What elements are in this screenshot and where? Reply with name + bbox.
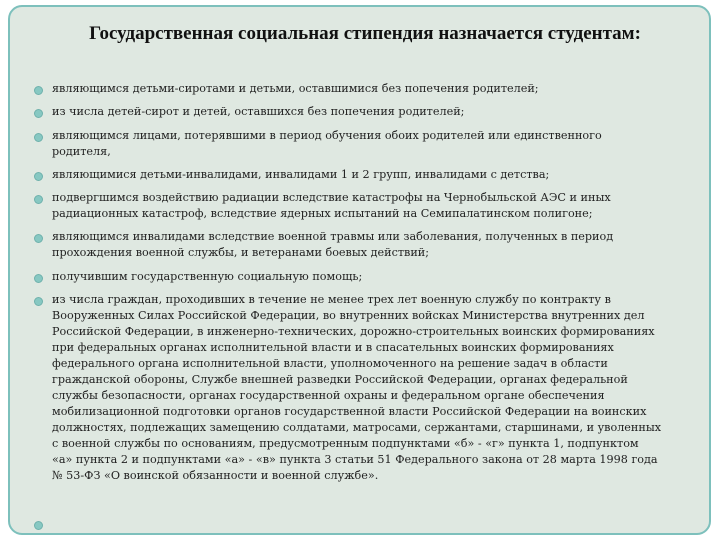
list-item-text: являющимся детьми-сиротами и детьми, оставшимися без попечения родителей; — [52, 82, 539, 95]
bullet-list — [10, 7, 709, 533]
slide — [8, 5, 711, 535]
list-item-text: являющимся инвалидами вследствие военной травмы или заболевания, полученных в период прохождения военной службы, и ветеранами боевых действий; — [52, 230, 614, 259]
bullet-icon — [34, 172, 43, 181]
slide-title: Государственная социальная стипендия назначается студентам: — [89, 23, 641, 44]
list-item-text: подвергшимся воздействию радиации вследствие катастрофы на Чернобыльской АЭС и иных радиационных катастроф, вследствие ядерных испытаний на Семипалатинском полигоне; — [52, 191, 611, 220]
bullet-icon — [34, 195, 43, 204]
bullet-icon — [34, 521, 43, 530]
bullet-icon — [34, 133, 43, 142]
list-item-text: являющимся лицами, потерявшими в период обучения обоих родителей или единственного родителя, — [52, 129, 602, 158]
list-item-text: получившим государственную социальную помощь; — [52, 270, 363, 283]
list-item-text: из числа детей-сирот и детей, оставшихся без попечения родителей; — [52, 105, 465, 118]
list-item — [52, 167, 662, 183]
list-item — [52, 104, 662, 120]
bullet-icon — [34, 297, 43, 306]
list-item — [52, 269, 662, 285]
list-item — [52, 128, 662, 160]
list-item — [52, 229, 662, 261]
list-item — [52, 292, 662, 484]
list-item — [52, 190, 662, 222]
list-item-text: являющимися детьми-инвалидами, инвалидами 1 и 2 групп, инвалидами с детства; — [52, 168, 550, 181]
list-item — [52, 81, 662, 97]
list-item-text: из числа граждан, проходивших в течение не менее трех лет военную службу по контракту в Вооруженных Силах Российской Федерации, во внутренних войсках Министерства внутренних дел Российской Федерации, в инженерно-технических, дорожно-строительных воинских формированиях при федеральных органах исполнительной власти и в спасательных воинских формированиях федерального органа исполнительной власти, уполномоченного на решение задач в области гражданской обороны, Службе внешней разведки Российской Федерации, органах федеральной службы безопасности, органах государственной охраны и федеральном органе обеспечения мобилизационной подготовки органов государственной власти Российской Федерации на воинских должностях, подлежащих замещению солдатами, матросами, сержантами, старшинами, и уволенных с военной службы по основаниям, предусмотренным подпунктами «б» - «г» пункта 1, подпунктом «а» пункта 2 и подпунктами «а» - «в» пункта 3 статьи 51 Федерального закона от 28 марта 1998 года № 53-ФЗ «О воинской обязанности и военной службе». — [52, 293, 662, 482]
bullet-icon — [34, 234, 43, 243]
bullet-icon — [34, 86, 43, 95]
bullet-icon — [34, 109, 43, 118]
bullet-icon — [34, 274, 43, 283]
